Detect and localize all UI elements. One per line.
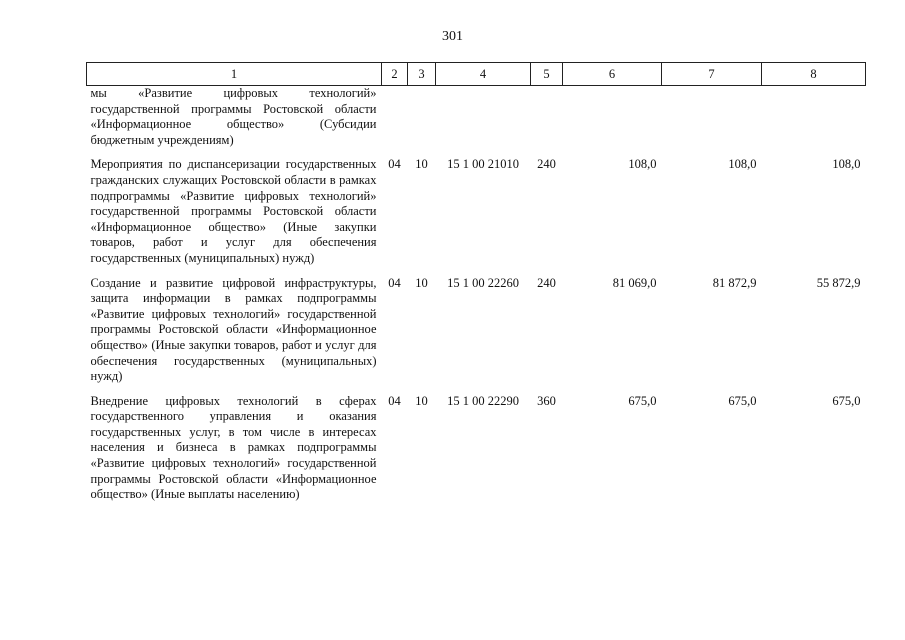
row-subsection-code: 10 — [415, 275, 428, 290]
row-target-article: 15 1 00 22260 — [447, 275, 519, 290]
column-header: 8 — [762, 63, 866, 86]
row-amount-col8: 108,0 — [832, 157, 861, 172]
row-amount-col8: 675,0 — [832, 393, 861, 408]
row-amount-col6: 108,0 — [628, 157, 657, 172]
row-target-article: 15 1 00 22290 — [447, 393, 519, 408]
row-expense-type: 360 — [537, 393, 556, 408]
row-amount-col6: 675,0 — [628, 393, 657, 408]
row-subsection-code: 10 — [415, 393, 428, 408]
row-target-article: 15 1 00 21010 — [447, 157, 519, 172]
table-row — [87, 276, 866, 394]
column-header: 3 — [408, 63, 436, 86]
column-header: 6 — [563, 63, 662, 86]
row-section-code: 04 — [388, 275, 401, 290]
column-header: 5 — [531, 63, 563, 86]
column-header: 2 — [382, 63, 408, 86]
row-amount-col8 — [762, 86, 866, 158]
row-description: Мероприятия по диспансеризации государственных гражданских служащих Ростовской области в рамках подпрограммы «Развитие цифровых технологий» государственной программы Ростовской области «Информационное общество» (Иные закупки товаров, работ и услуг для обеспечения государственных (муниципальных) нужд) — [90, 157, 377, 265]
row-description: Внедрение цифровых технологий в сферах государственного управления и оказания государственных услуг, в том числе в интересах населения и бизнеса в рамках подпрограммы «Развитие цифровых технологий» государственной программы Ростовской области «Информационное общество» (Иные выплаты населению) — [90, 393, 377, 502]
row-amount-col7: 81 872,9 — [712, 275, 757, 290]
row-section-code — [382, 86, 408, 158]
row-target-article — [436, 86, 531, 158]
row-expense-type: 240 — [537, 157, 556, 172]
page-number: 301 — [442, 29, 463, 44]
row-description: Создание и развитие цифровой инфраструктуры, защита информации в рамках подпрограммы «Развитие цифровых технологий» государственной программы Ростовской области «Информационное общество» (Иные закупки товаров, работ и услуг для обеспечения государственных (муниципальных) нужд) — [90, 275, 377, 384]
row-subsection-code: 10 — [415, 157, 428, 172]
row-amount-col7 — [662, 86, 762, 158]
row-amount-col6: 81 069,0 — [612, 275, 657, 290]
column-header: 1 — [87, 63, 382, 86]
budget-table — [86, 62, 866, 512]
row-amount-col7: 675,0 — [728, 393, 757, 408]
row-amount-col7: 108,0 — [728, 157, 757, 172]
table-row — [87, 394, 866, 512]
table-row — [87, 157, 866, 275]
row-description: мы «Развитие цифровых технологий» государственной программы Ростовской области «Информационное общество» (Субсидии бюджетным учреждениям) — [90, 86, 377, 147]
row-subsection-code — [408, 86, 436, 158]
row-expense-type: 240 — [537, 275, 556, 290]
column-header: 4 — [436, 63, 531, 86]
table-header-row — [87, 63, 866, 86]
row-amount-col8: 55 872,9 — [816, 275, 861, 290]
row-amount-col6 — [563, 86, 662, 158]
column-header: 7 — [662, 63, 762, 86]
row-section-code: 04 — [388, 157, 401, 172]
row-expense-type — [531, 86, 563, 158]
table-row — [87, 86, 866, 158]
row-section-code: 04 — [388, 393, 401, 408]
